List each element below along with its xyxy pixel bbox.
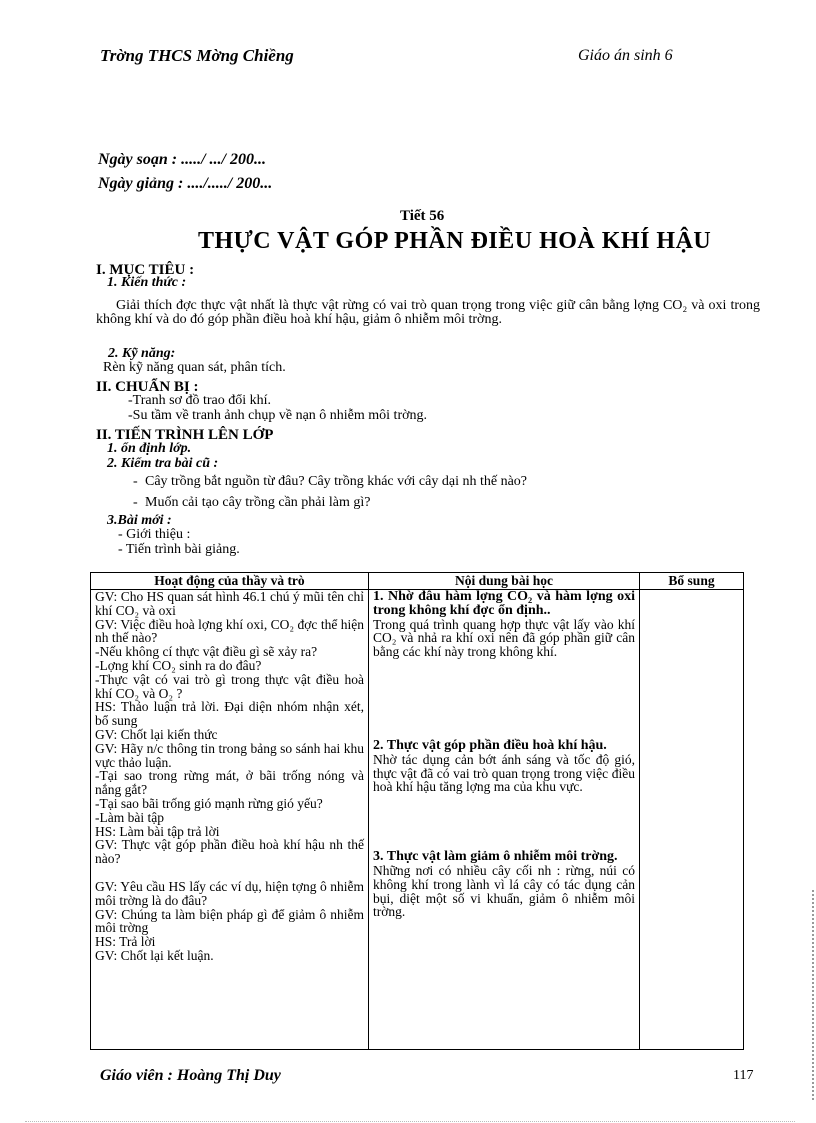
activity-line: GV: Hãy n/c thông tin trong bảng so sánh hai khu vực thảo luận. — [95, 740, 364, 770]
subject-label: Giáo án sinh 6 — [578, 47, 673, 64]
preparation-heading: II. CHUẨN BỊ : — [96, 379, 199, 395]
activity-line: GV: Chốt lại kết luận. — [95, 947, 214, 963]
activity-line: HS: Trả lời — [95, 934, 156, 950]
activity-line: HS: Làm bài tập trả lời — [95, 823, 220, 839]
activity-line: -Làm bài tập — [95, 809, 164, 825]
new-lesson-item: - Tiến trình bài giảng. — [118, 542, 240, 557]
preparation-item: -Tranh sơ đồ trao đổi khí. — [128, 393, 271, 408]
activity-line: HS: Thảo luận trả lời. Đại diện nhóm nhận xét, bổ sung — [95, 699, 364, 729]
lesson-table — [90, 572, 744, 1050]
content-body: Trong quá trình quang hợp thực vật lấy vào khí CO₂ và nhả ra khí oxi nên đã góp phần giữ cân bằng các khí này trong không khí. — [373, 616, 635, 660]
content-cell — [369, 590, 640, 1050]
knowledge-heading: 1. Kiến thức : — [107, 275, 187, 290]
table-header-row — [91, 573, 744, 590]
step-class-order: 1. ổn định lớp. — [107, 441, 192, 456]
table-row — [91, 590, 744, 1050]
margin-dots — [812, 890, 814, 1100]
date-taught: Ngày giảng : ..../...../ 200... — [98, 175, 273, 192]
activity-line: GV: Yêu cầu HS lấy các ví dụ, hiện tợng ô nhiễm môi trờng là do đâu? — [95, 878, 364, 908]
content-heading: 2. Thực vật góp phần điều hoà khí hậu. — [373, 737, 607, 753]
new-lesson-item: - Giới thiệu : — [118, 527, 191, 542]
content-heading: 1. Nhờ đâu hàm lợng CO₂ và hàm lợng oxi trong không khí đợc ổn định.. — [373, 589, 635, 618]
header-supplement: Bổ sung — [640, 573, 744, 590]
process-heading: II. TIẾN TRÌNH LÊN LỚP — [96, 427, 274, 443]
teacher-name: Giáo viên : Hoàng Thị Duy — [100, 1067, 281, 1084]
preparation-item: -Su tầm về tranh ảnh chụp về nạn ô nhiễm môi trờng. — [128, 408, 428, 423]
objectives-heading: I. MỤC TIÊU : — [96, 262, 195, 278]
activity-line: -Lợng khí CO₂ sinh ra do đâu? — [95, 657, 262, 673]
knowledge-text: Giải thích đợc thực vật nhất là thực vật rừng có vai trò quan trọng trong việc giữ cân bằng lợng CO₂ và oxi trong không khí và do đó góp phần điều hoà khí hậu, giảm ô nhiễm môi trờng. — [96, 298, 760, 327]
dash-bullet: - — [133, 474, 138, 489]
supplement-cell — [640, 590, 744, 1050]
review-question — [133, 475, 527, 489]
header-content: Nội dung bài học — [369, 573, 640, 590]
activity-line: GV: Thực vật góp phần điều hoà khí hậu nh thế nào? — [95, 837, 364, 867]
activity-line: GV: Việc điều hoà lợng khí oxi, CO₂ đợc thể hiện nh thế nào? — [95, 616, 364, 646]
spacer — [373, 794, 635, 850]
dash-bullet: - — [133, 495, 138, 510]
content-body: Những nơi có nhiều cây cối nh : rừng, núi có không khí trong lành vì lá cây có tác dụng cản bụi, diệt một số vi khuẩn, giảm ô nhiễm môi trờng. — [373, 862, 635, 920]
bottom-dotted-rule — [25, 1121, 795, 1122]
review-question-text: Muốn cải tạo cây trồng cần phải làm gì? — [145, 495, 371, 510]
content-body: Nhờ tác dụng cản bớt ánh sáng và tốc độ gió, thực vật đã có vai trò quan trọng trong việc điều hoà khí hậu tăng lợng ma của khu vực. — [373, 751, 635, 795]
lesson-title: THỰC VẬT GÓP PHẦN ĐIỀU HOÀ KHÍ HẬU — [198, 228, 712, 254]
school-name: Trờng THCS Mờng Chiềng — [100, 46, 294, 65]
step-review: 2. Kiểm tra bài cũ : — [107, 456, 219, 471]
activity-line: GV: Chúng ta làm biện pháp gì để giảm ô nhiễm môi trờng — [95, 906, 364, 936]
skills-text: Rèn kỹ năng quan sát, phân tích. — [103, 360, 286, 375]
header-activities: Hoạt động của thầy và trò — [91, 573, 369, 590]
activity-line: -Thực vật có vai trò gì trong thực vật điều hoà khí CO₂ và O₂ ? — [95, 671, 364, 701]
spacer — [373, 659, 635, 739]
review-question — [133, 496, 370, 510]
content-heading: 3. Thực vật làm giảm ô nhiễm môi trờng. — [373, 849, 618, 865]
activity-line: GV: Cho HS quan sát hình 46.1 chú ý mũi tên chỉ khí CO₂ và oxi — [95, 589, 364, 618]
activity-line: GV: Chốt lại kiến thức — [95, 726, 218, 742]
activity-line: -Nếu không cí thực vật điều gì sẽ xảy ra? — [95, 644, 318, 660]
spacer — [95, 866, 364, 880]
skills-heading: 2. Kỹ năng: — [108, 346, 176, 361]
activities-cell — [91, 590, 369, 1050]
date-prepared: Ngày soạn : ...../ .../ 200... — [98, 151, 266, 168]
step-new-lesson: 3.Bài mới : — [107, 513, 172, 528]
lesson-number: Tiết 56 — [400, 208, 445, 224]
review-question-text: Cây trồng bắt nguồn từ đâu? Cây trồng khác với cây dại nh thế nào? — [145, 474, 527, 489]
page-number: 117 — [733, 1068, 754, 1083]
activity-line: -Tại sao bãi trống gió mạnh rừng gió yếu? — [95, 795, 323, 811]
activity-line: -Tại sao trong rừng mát, ở bãi trống nóng và nắng gắt? — [95, 768, 364, 798]
